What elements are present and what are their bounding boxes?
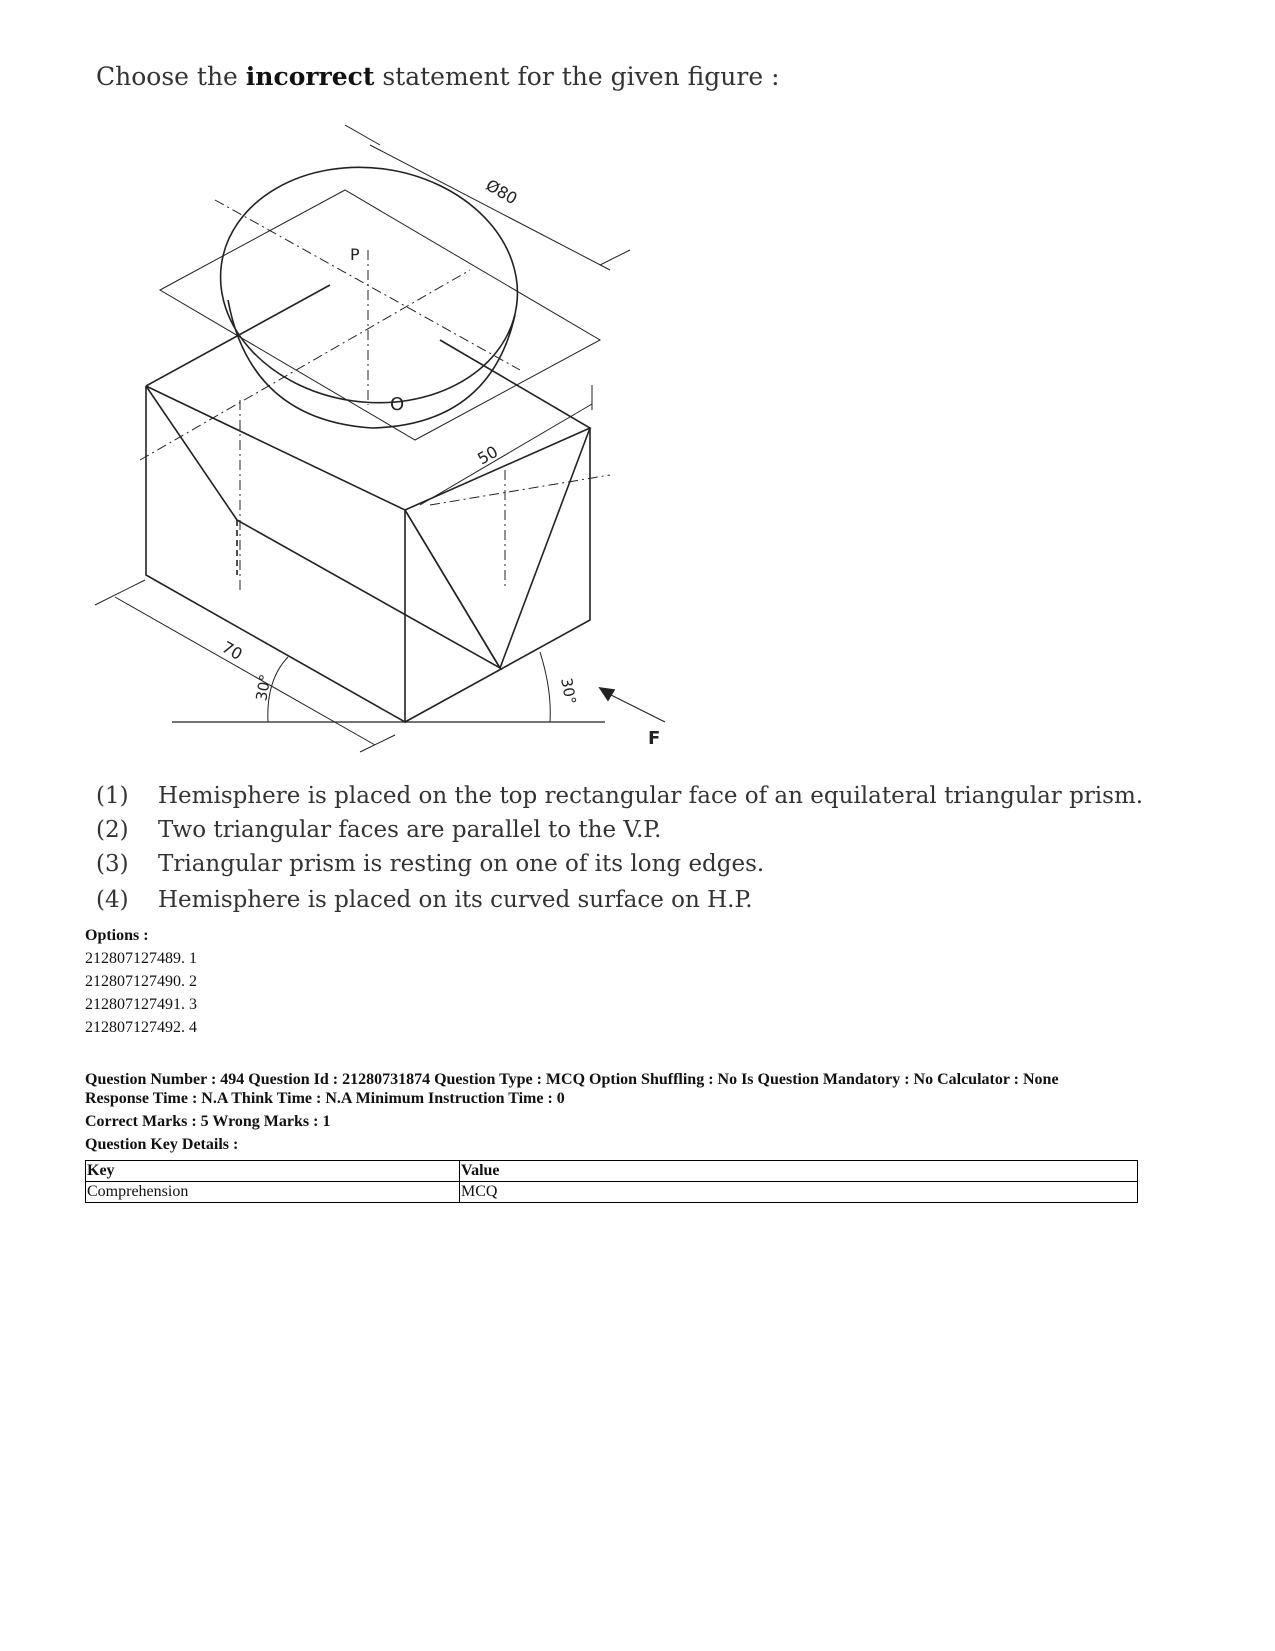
table-cell-key: Comprehension bbox=[86, 1182, 460, 1203]
prism-left-vertical bbox=[146, 386, 405, 722]
label-p: P bbox=[350, 245, 360, 264]
dim-80 bbox=[370, 145, 610, 270]
statement-4: (4) Hemisphere is placed on its curved surface on H.P. bbox=[96, 887, 753, 913]
table-cell-value: MCQ bbox=[460, 1182, 1138, 1203]
label-70: 70 bbox=[218, 637, 246, 664]
statement-2: (2) Two triangular faces are parallel to the V.P. bbox=[96, 817, 662, 843]
label-50: 50 bbox=[474, 441, 502, 469]
question-meta-line2: Response Time : N.A Think Time : N.A Minimum Instruction Time : 0 bbox=[85, 1090, 565, 1107]
question-prefix: Choose the bbox=[96, 62, 246, 91]
question-suffix: statement for the given figure : bbox=[374, 62, 780, 91]
statement-1: (1) Hemisphere is placed on the top rectangular face of an equilateral triangular prism. bbox=[96, 783, 1144, 809]
prism-right-face bbox=[405, 428, 590, 668]
option-3: 212807127491. 3 bbox=[85, 996, 197, 1013]
dim-70 bbox=[115, 597, 375, 745]
key-details-label: Question Key Details : bbox=[85, 1136, 239, 1153]
option-4: 212807127492. 4 bbox=[85, 1019, 197, 1036]
option-2: 212807127490. 2 bbox=[85, 973, 197, 990]
question-meta-line1: Question Number : 494 Question Id : 21280731874 Question Type : MCQ Option Shuffling : No Is Question Mandatory : No Calculator : None bbox=[85, 1071, 1059, 1088]
option-1: 212807127489. 1 bbox=[85, 950, 197, 967]
label-angle-right: 30° bbox=[557, 676, 580, 706]
table-header-row bbox=[86, 1161, 1138, 1182]
label-angle-left: 30° bbox=[252, 672, 275, 703]
options-label: Options : bbox=[85, 927, 149, 944]
marks-line: Correct Marks : 5 Wrong Marks : 1 bbox=[85, 1113, 331, 1130]
table-header-key: Key bbox=[86, 1161, 460, 1182]
table-header-value: Value bbox=[460, 1161, 1138, 1182]
label-f: F bbox=[648, 728, 661, 749]
statement-3: (3) Triangular prism is resting on one of its long edges. bbox=[96, 851, 765, 877]
label-o: O bbox=[390, 394, 405, 415]
key-details-table bbox=[85, 1160, 1138, 1203]
question-emphasis: incorrect bbox=[245, 62, 375, 91]
label-diameter: Ø80 bbox=[482, 175, 521, 209]
table-row bbox=[86, 1182, 1138, 1203]
prism-left-face bbox=[146, 386, 500, 668]
direction-arrow bbox=[605, 692, 665, 722]
angle-arc-right bbox=[540, 652, 550, 722]
